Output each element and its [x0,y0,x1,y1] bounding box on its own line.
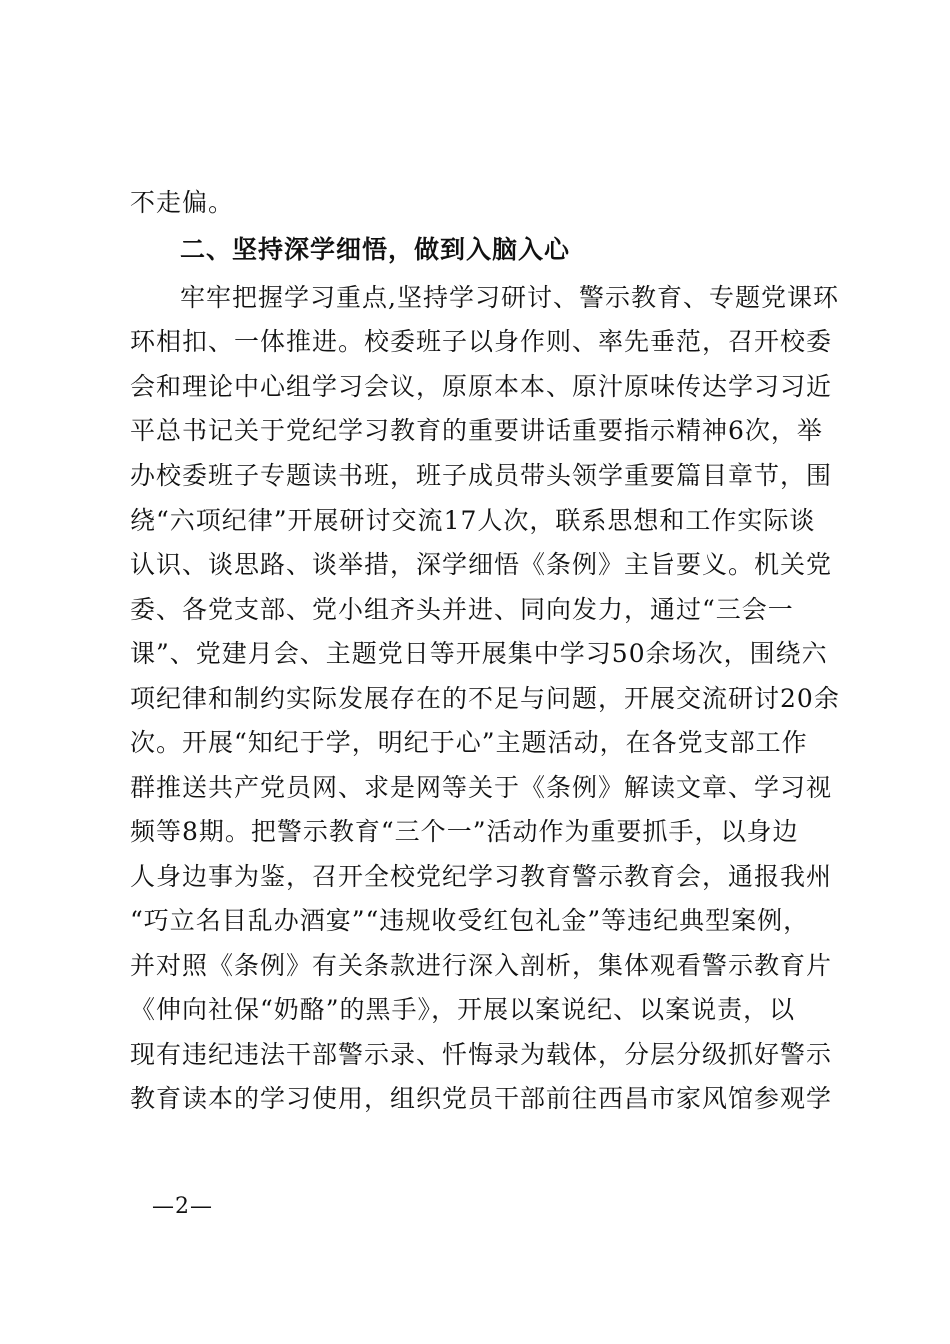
paragraph-line: 频等8期。把警示教育“三个一”活动作为重要抓手，以身边 [130,817,799,846]
text-line-continuation: 不走偏。 [130,188,235,217]
paragraph-line: 群推送共产党员网、求是网等关于《条例》解读文章、学习视 [130,773,833,802]
paragraph-line: 会和理论中心组学习会议，原原本本、原汁原味传达学习习近 [130,372,833,401]
paragraph-line: 现有违纪违法干部警示录、忏悔录为载体，分层分级抓好警示 [130,1040,833,1069]
paragraph-line: 课”、党建月会、主题党日等开展集中学习50余场次，围绕六 [130,639,828,668]
paragraph-line: 人身边事为鉴，召开全校党纪学习教育警示教育会，通报我州 [130,862,833,891]
paragraph-line: 认识、谈思路、谈举措，深学细悟《条例》主旨要义。机关党 [130,550,833,579]
paragraph-line: 《伸向社保“奶酪”的黑手》，开展以案说纪、以案说责，以 [130,995,796,1024]
paragraph-line: 次。开展“知纪于学，明纪于心”主题活动，在各党支部工作 [130,728,808,757]
section-heading: 二、坚持深学细悟，做到入脑入心 [180,235,571,264]
paragraph-line: 平总书记关于党纪学习教育的重要讲话重要指示精神6次，举 [130,416,823,445]
page-number: —2— [152,1194,213,1219]
paragraph-line: 环相扣、一体推进。校委班子以身作则、率先垂范，召开校委 [130,327,833,356]
paragraph-line: “巧立名目乱办酒宴”“违规收受红包礼金”等违纪典型案例， [130,906,810,935]
paragraph-line: 绕“六项纪律”开展研讨交流17人次，联系思想和工作实际谈 [130,506,816,535]
paragraph-line: 并对照《条例》有关条款进行深入剖析，集体观看警示教育片 [130,951,833,980]
paragraph-line: 项纪律和制约实际发展存在的不足与问题，开展交流研讨20余 [130,684,840,713]
paragraph-line: 办校委班子专题读书班，班子成员带头领学重要篇目章节，围 [130,461,833,490]
paragraph-first-line: 牢牢把握学习重点,坚持学习研讨、警示教育、专题党课环 [180,283,839,312]
paragraph-line: 教育读本的学习使用，组织党员干部前往西昌市家风馆参观学 [130,1084,833,1113]
paragraph-line: 委、各党支部、党小组齐头并进、同向发力，通过“三会一 [130,595,794,624]
